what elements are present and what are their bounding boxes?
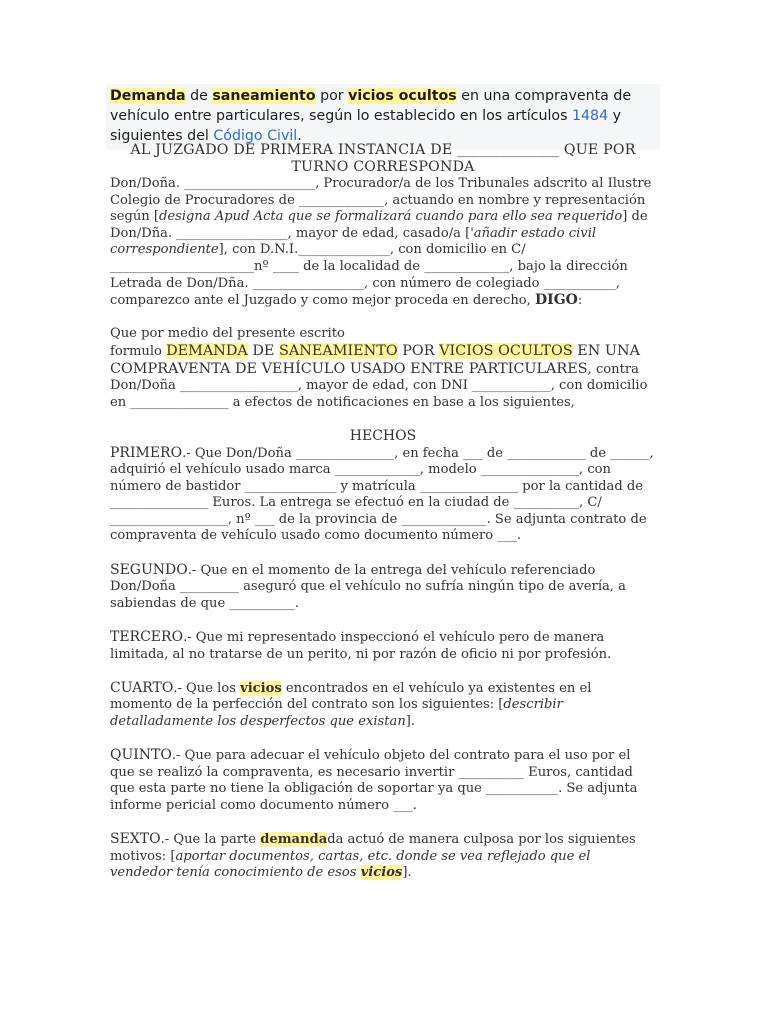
intro-paragraph: Don/Doña. ____________________, Procurador/a de los Tribunales adscrito al Ilustre Colegio de Procuradores de _____________, actuando en nombre y representación según [designa Apud Acta que se formalizará cuando para ello sea requerido] de Don/Dña. _________________, mayor de edad, casado/a ['añadir estado civil correspondiente], con D.N.I.______________, con domicilio en C/ ______________________nº ____ de la localidad de _____________, bajo la dirección Letrada de Don/Dña. _________________, con número de colegiado ___________, comparezco ante el Juzgado y como mejor proceda en derecho, DIGO:: [110, 176, 652, 309]
petition-paragraph: formulo DEMANDA DE SANEAMIENTO POR VICIOS OCULTOS EN UNA COMPRAVENTA DE VEHÍCULO USADO ENTRE PARTICULARES, contra Don/Doña __________________, mayor de edad, con DNI ____________, con domicilio en _______________ a efectos de notificaciones en base a los siguientes,: [110, 342, 648, 410]
petition-opening: Que por medio del presente escrito: [110, 326, 345, 342]
keyword-demanda: Demanda: [110, 88, 186, 104]
italic-note: designa Apud Acta que se formalizará cuando para ello sea requerido: [159, 209, 623, 225]
keyword-vicios: vicios: [360, 865, 403, 881]
header-text: de: [185, 88, 213, 104]
keyword-saneamiento: saneamiento: [212, 88, 316, 104]
hecho-primero: PRIMERO.- Que Don/Doña _______________, en fecha ___ de ____________ de ______, adquirió el vehículo usado marca _____________, modelo _______________, con número de bastidor ______________ y matrícula _______________ por la cantidad de _______________ Euros. La entrega se efectuó en la ciudad de __________, C/ __________________, nº ___ de la provincia de _____________. Se adjunta contrato de compraventa de vehículo usado como documento número ___.: [110, 444, 654, 544]
keyword-vicios-ocultos: VICIOS OCULTOS: [439, 342, 573, 359]
header-text: en una compraventa de vehículo entre particulares, según lo establecido en los artículos: [110, 88, 632, 124]
document-header: [106, 84, 660, 150]
document-body: [110, 142, 656, 882]
hechos-heading: HECHOS: [349, 427, 417, 444]
article-link[interactable]: 1484: [572, 108, 609, 124]
codigo-civil-link[interactable]: Código Civil: [213, 128, 298, 144]
hecho-label: SEXTO: [110, 831, 161, 848]
keyword-demanda: demanda: [260, 832, 328, 848]
italic-note: describir detalladamente los desperfectos que existan: [110, 697, 563, 729]
keyword-vicios-ocultos: vicios ocultos: [348, 88, 457, 104]
hecho-quinto: QUINTO.- Que para adecuar el vehículo objeto del contrato para el uso por el que se realizó la compraventa, es necesario invertir __________ Euros, cantidad que esta parte no tiene la obligación de soportar ya que ___________. Se adjunta informe pericial como documento número ___.: [110, 747, 638, 813]
digo-label: DIGO: [535, 292, 578, 309]
hecho-cuarto: CUARTO.- Que los vicios encontrados en el vehículo ya existentes en el momento de la perfección del contrato son los siguientes: [describir detalladamente los desperfectos que existan].: [110, 679, 592, 729]
italic-note: 'añadir estado civil correspondiente: [110, 225, 597, 258]
keyword-saneamiento: SANEAMIENTO: [278, 342, 398, 359]
header-text: y siguientes del: [110, 108, 622, 144]
hecho-tercero: TERCERO.- Que mi representado inspeccionó el vehículo pero de manera limitada, al no tratarse de un perito, ni por razón de oficio ni por profesión.: [110, 629, 612, 662]
keyword-demanda: DEMANDA: [166, 342, 248, 359]
court-title: AL JUZGADO DE PRIMERA INSTANCIA DE ______________ QUE POR TURNO CORRESPONDA: [130, 142, 636, 175]
hecho-label: PRIMERO: [110, 444, 183, 461]
header-text: por: [315, 88, 349, 104]
hecho-segundo: SEGUNDO.- Que en el momento de la entrega del vehículo referenciado Don/Doña _________ aseguró que el vehículo no sufría ningún tipo de avería, a sabiendas de que __________.: [110, 561, 626, 611]
keyword-vicios: vicios: [240, 680, 282, 696]
hecho-sexto: SEXTO.- Que la parte demandada actuó de manera culposa por los siguientes motivos: [aportar documentos, cartas, etc. donde se vea reflejado que el vendedor tenía conocimiento de esos vicios].: [110, 831, 636, 881]
hecho-label: SEGUNDO: [110, 561, 188, 578]
hecho-label: QUINTO: [110, 747, 172, 764]
header-text: .: [297, 128, 302, 144]
italic-note: aportar documentos, cartas, etc. donde se vea reflejado que el vendedor tenía conocimiento de esos: [110, 848, 591, 881]
hecho-label: TERCERO: [110, 629, 184, 646]
hecho-label: CUARTO: [110, 679, 174, 696]
